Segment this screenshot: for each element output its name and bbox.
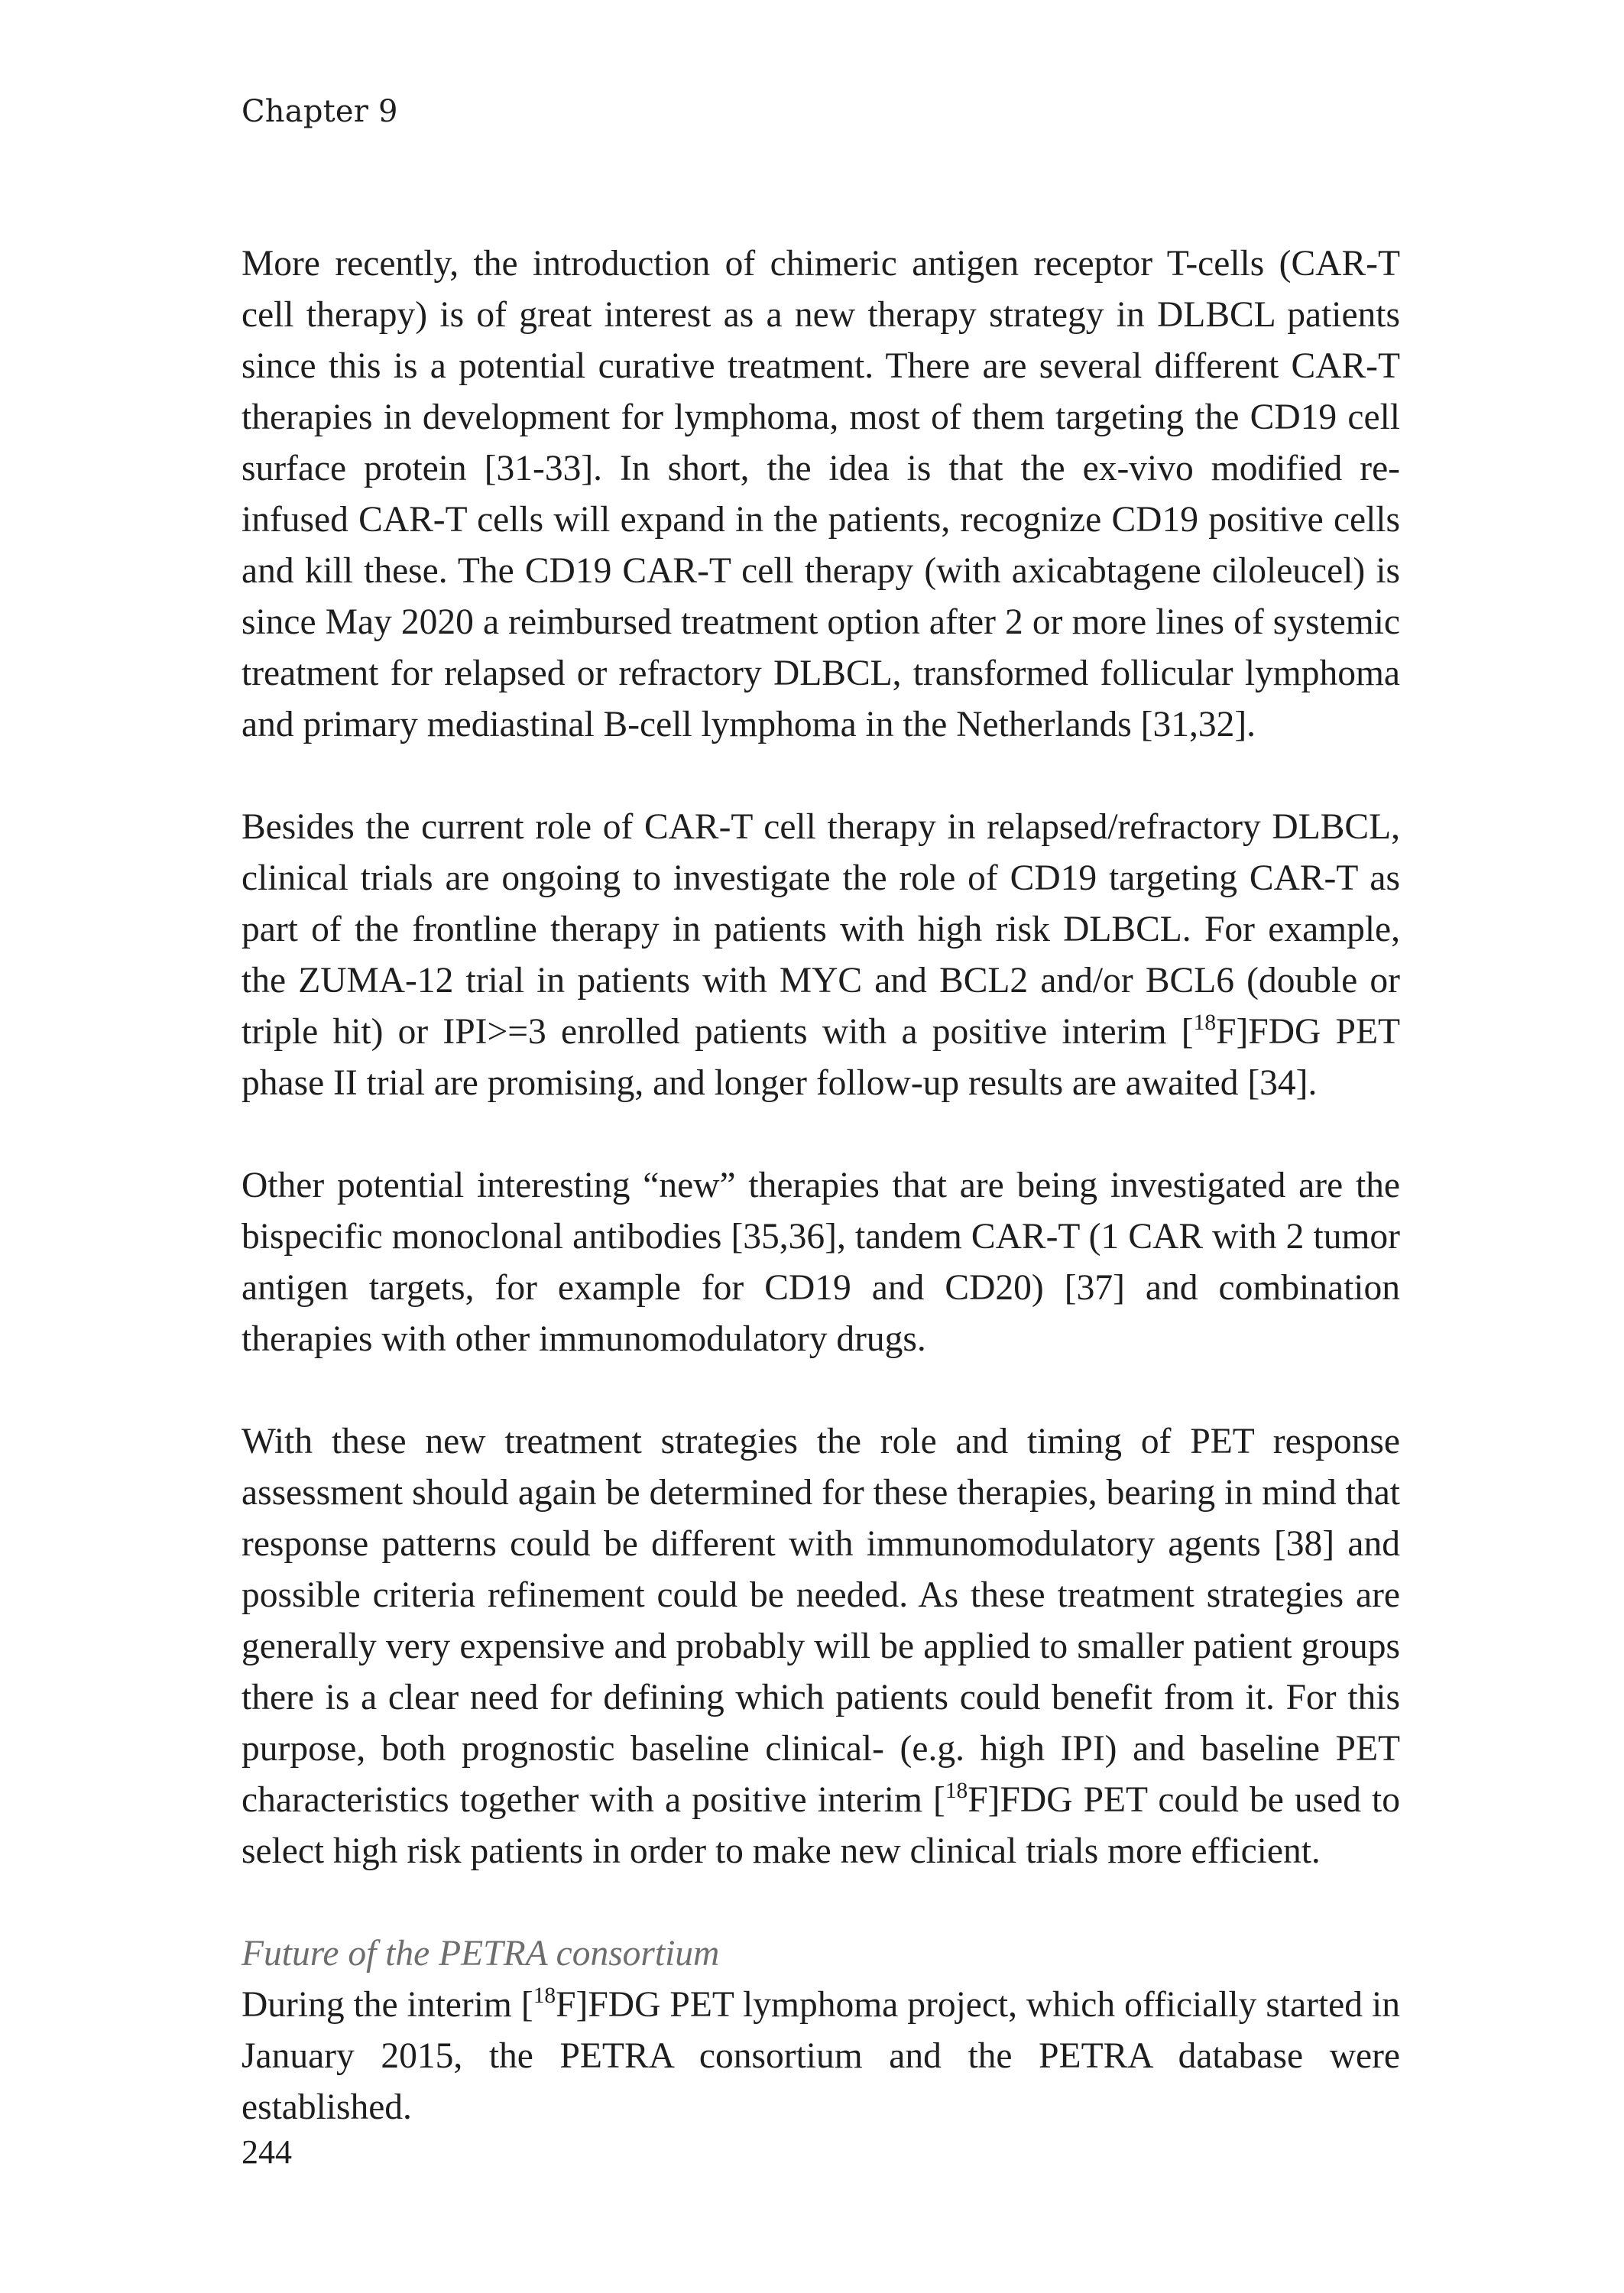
page-number: 244 (241, 2133, 292, 2171)
paragraph-text: F]FDG PET could be used to select high risk patients in order to make new clinical trials more efficient. (241, 1780, 1400, 1871)
paragraph-frontline-trials (241, 802, 1400, 1109)
chapter-running-head: Chapter 9 (241, 94, 398, 129)
body-text (241, 238, 1400, 2133)
isotope-superscript: 18 (533, 1983, 556, 2008)
paragraph-pet-response (241, 1416, 1400, 1877)
paragraph-text: More recently, the introduction of chimeric antigen receptor T-cells (CAR-T cell therapy) is of great interest as a new therapy strategy in DLBCL patients since this is a potential curative treatment. There are several different CAR-T therapies in development for lymphoma, most of them targeting the CD19 cell surface protein [31-33]. In short, the idea is that the ex-vivo modified re-infused CAR-T cells will expand in the patients, recognize CD19 positive cells and kill these. The CD19 CAR-T cell therapy (with axicabtagene ciloleucel) is since May 2020 a reimbursed treatment option after 2 or more lines of systemic treatment for relapsed or refractory DLBCL, transformed follicular lymphoma and primary mediastinal B-cell lymphoma in the Netherlands [31,32]. (241, 244, 1400, 744)
paragraph-text: Other potential interesting “new” therapies that are being investigated are the bispecific monoclonal antibodies [35,36], tandem CAR-T (1 CAR with 2 tumor antigen targets, for example for CD19 and CD20) [37] and combination therapies with other immunomodulatory drugs. (241, 1166, 1400, 1359)
paragraph-text: With these new treatment strategies the role and timing of PET response assessment should again be determined for these therapies, bearing in mind that response patterns could be different with immunomodulatory agents [38] and possible criteria refinement could be needed. As these treatment strategies are generally very expensive and probably will be applied to smaller patient groups there is a clear need for defining which patients could benefit from it. For this purpose, both prognostic baseline clinical- (e.g. high IPI) and baseline PET characteristics together with a positive interim [ (241, 1422, 1400, 1820)
isotope-superscript: 18 (1193, 1010, 1217, 1035)
paragraph-text: F]FDG PET phase II trial are promising, and longer follow-up results are awaited [34]. (241, 1012, 1400, 1103)
paragraph-text: During the interim [ (241, 1985, 533, 2025)
paragraph-text: Besides the current role of CAR-T cell therapy in relapsed/refractory DLBCL, clinical trials are ongoing to investigate the role of CD19 targeting CAR-T as part of the frontline therapy in patients with high risk DLBCL. For example, the ZUMA-12 trial in patients with MYC and BCL2 and/or BCL6 (double or triple hit) or IPI>=3 enrolled patients with a positive interim [ (241, 807, 1400, 1052)
paragraph-text: F]FDG PET lymphoma project, which officially started in January 2015, the PETRA consortium and the PETRA database were established. (241, 1985, 1400, 2127)
isotope-superscript: 18 (945, 1778, 968, 1803)
paragraph-car-t-intro (241, 238, 1400, 751)
paragraph-petra-consortium (241, 1980, 1400, 2133)
paragraph-new-therapies (241, 1160, 1400, 1365)
section-heading-petra: Future of the PETRA consortium (241, 1934, 720, 1974)
